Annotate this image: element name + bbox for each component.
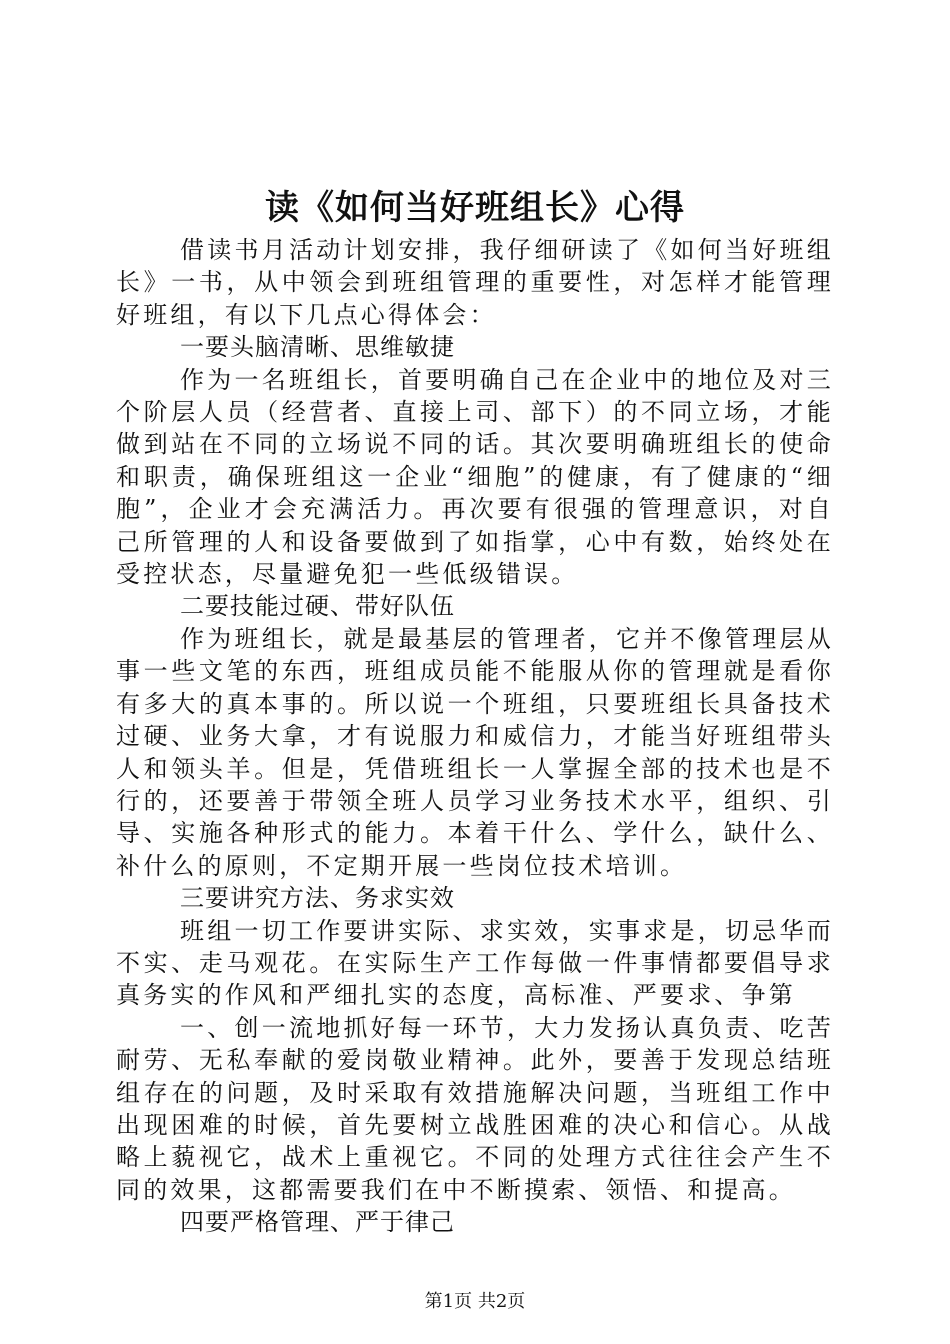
section-heading-1: 一要头脑清晰、思维敏捷 [180, 333, 455, 362]
section-heading-4: 四要严格管理、严于律己 [180, 1208, 455, 1237]
section-heading-2: 二要技能过硬、带好队伍 [180, 592, 455, 621]
document-body [116, 234, 834, 1239]
section-paragraph-2: 作为班组长，就是最基层的管理者，它并不像管理层从事一些文笔的东西，班组成员能不能服从你的管理就是看你有多大的真本事的。所以说一个班组，只要班组长具备技术过硬、业务大拿，才有说服力和威信力，才能当好班组带头人和领头羊。但是，凭借班组长一人掌握全部的技术也是不行的，还要善于带领全班人员学习业务技术水平，组织、引导、实施各种形式的能力。本着干什么、学什么，缺什么、补什么的原则，不定期开展一些岗位技术培训。 [116, 624, 834, 880]
section-heading-3: 三要讲究方法、务求实效 [180, 884, 455, 913]
section-paragraph-1: 作为一名班组长，首要明确自己在企业中的地位及对三个阶层人员（经营者、直接上司、部下）的不同立场，才能做到站在不同的立场说不同的话。其次要明确班组长的使命和职责，确保班组这一企业“细胞”的健康，有了健康的“细胞”，企业才会充满活力。再次要有很强的管理意识，对自己所管理的人和设备要做到了如指掌，心中有数，始终处在受控状态，尽量避免犯一些低级错误。 [116, 365, 834, 589]
document-title: 读《如何当好班组长》心得 [265, 188, 685, 228]
page-number: 第1页 共2页 [424, 1291, 526, 1312]
section-paragraph-3b: 一、创一流地抓好每一环节，大力发扬认真负责、吃苦耐劳、无私奉献的爱岗敬业精神。此外，要善于发现总结班组存在的问题，及时采取有效措施解决问题，当班组工作中出现困难的时候，首先要树立战胜困难的决心和信心。从战略上藐视它，战术上重视它。不同的处理方式往往会产生不同的效果，这都需要我们在中不断摸索、领悟、和提高。 [116, 1013, 834, 1204]
section-paragraph-3a: 班组一切工作要讲实际、求实效，实事求是，切忌华而不实、走马观花。在实际生产工作每做一件事情都要倡导求真务实的作风和严细扎实的态度，高标准、严要求、争第 [116, 916, 834, 1010]
intro-paragraph: 借读书月活动计划安排，我仔细研读了《如何当好班组长》一书，从中领会到班组管理的重要性，对怎样才能管理好班组，有以下几点心得体会： [116, 236, 834, 329]
